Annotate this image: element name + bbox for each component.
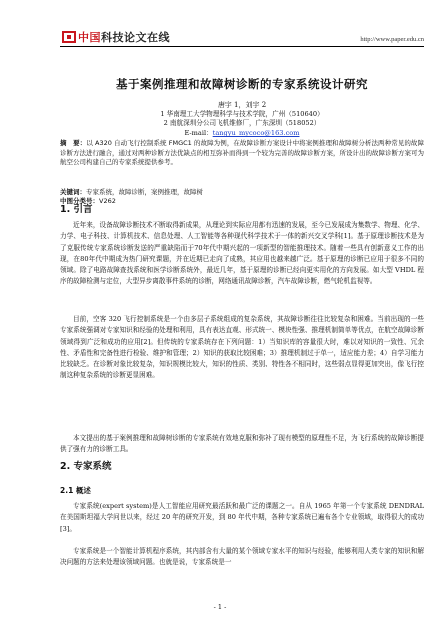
section-2-1-heading: 2.1 概述 — [60, 486, 91, 495]
site-logo[interactable] — [62, 30, 170, 44]
paper-title: 基于案例推理和故障树诊断的专家系统设计研究 — [116, 77, 368, 91]
abstract-label: 摘 要： — [60, 139, 87, 147]
paper-authors: 唐宇 1，刘宇 2 — [217, 101, 267, 109]
logo-name: 科技论文在线 — [101, 31, 170, 44]
clc-label: 中图分类号： — [60, 197, 99, 205]
email-link[interactable]: tangyu_mycoco@163.com — [212, 129, 300, 137]
classification-number — [60, 197, 424, 206]
keywords-label: 关键词： — [60, 188, 86, 196]
page-number: - 1 - — [213, 603, 227, 611]
section-1-heading: 1. 引言 — [60, 204, 93, 215]
keywords-text: 专家系统，故障诊断，案例推理，故障树 — [86, 188, 203, 196]
section-2-heading: 2. 专家系统 — [60, 461, 112, 472]
logo-mark-icon — [62, 31, 76, 43]
section-1-paragraph-1: 近年来，设备故障诊断技术不断取得新成果，从理论到实际应用都有迅速的发展，至今已发展成为集数学、物理、化学、力学、电子科技、计算机技术、信息处理、人工智能等各种现代科学技术于一体的新兴交叉学科[1]。基于原理诊断技术是为了克服传统专家系统诊断发送的严重缺陷而于70年代中期兴起的一项新型的智能推理技术。随着一些具有创新意义工作的出现，在80年代中期成为热门研究课题，并在近期已走向了成熟，其应用也越来越广泛。基于原理的诊断已应用于很多不同的领域。除了电路故障查找系统和医学诊断系统外，最近几年，基于原理的诊断已经向更实用化的方向发展。如大型 VHDL 程序的故障检测与定位，大型异步离散事件系统的诊断，网络通讯故障诊断，汽车故障诊断，燃气轮机监视等。 — [60, 221, 424, 286]
header-divider — [60, 46, 424, 47]
section-2-1-paragraph-2: 专家系统是一个智能计算机程序系统，其内部含有大量的某个领域专家水平的知识与经验，能够利用人类专家的知识和解决问题的方法来处理该领域问题。也就是说，专家系统是一 — [60, 547, 424, 567]
clc-value: V262 — [99, 197, 116, 205]
keywords — [60, 188, 424, 197]
abstract-text: 以 A320 自动飞行控制系统 FMGC1 的故障为例，在故障诊断方案设计中将案例推理和故障树分析法两种常见的故障诊断方法进行融合，通过对两种诊断方法优缺点的相互弥补而得到一个较为完善的故障诊断方案，所设计出的故障诊断方案可为航空公司构建自己的专家系统提供参考。 — [60, 139, 425, 167]
email-line — [60, 129, 424, 138]
page-header — [0, 0, 440, 50]
affiliation-2: 2 南航深圳分公司飞机维修厂，广东深圳（518052） — [163, 119, 321, 127]
email-label: E-mail： — [184, 129, 213, 137]
logo-brand: 中国 — [78, 31, 101, 44]
affiliation-1: 1 华南理工大学物理科学与技术学院，广州（510640） — [160, 110, 324, 118]
section-1-paragraph-2: 目前，空客 320 飞行控制系统是一个由多层子系统组成的复杂系统，其故障诊断往往比较复杂和困难。当前出现的一些专家系统强调对专家知识和经验的处理和利用，具有表达直观、形式统一、模块性强、推理机制简单等优点，在航空故障诊断领域得到广泛和成功的应用[2]。但传统的专家系统存在下列问题：1）当知识库的容量很大时，难以对知识的一致性、冗余性、矛盾性和完备性进行检验、维护和管理；2）知识的获取比较困难；3）推理机制过于单一，适应能力差；4）自学习能力比较缺乏。在诊断对象比较复杂，知识规模比较大，知识的性质、类别、特性各不相同时，这些弱点显得更加突出，像飞行控制这种复杂系统的诊断更显困难。 — [60, 315, 424, 380]
site-url[interactable]: http://www.paper.edu.cn — [360, 36, 424, 43]
section-2-1-paragraph-1: 专家系统(expert system)是人工智能应用研究最活跃和最广泛的课题之一。自从 1965 年第一个专家系统 DENDRAL 在美国斯坦福大学问世以来，经过 20 年的研究开发，到 80 年代中期，各种专家系统已遍布各个专业领域，取得很大的成功[3]。 — [60, 502, 424, 533]
abstract — [60, 139, 424, 168]
section-1-paragraph-3: 本文提出的基于案例推理和故障树诊断的专家系统有效地克服和弥补了现有模型的原理性不足，为飞行系统的故障诊断提供了强有力的诊断工具。 — [60, 434, 424, 454]
